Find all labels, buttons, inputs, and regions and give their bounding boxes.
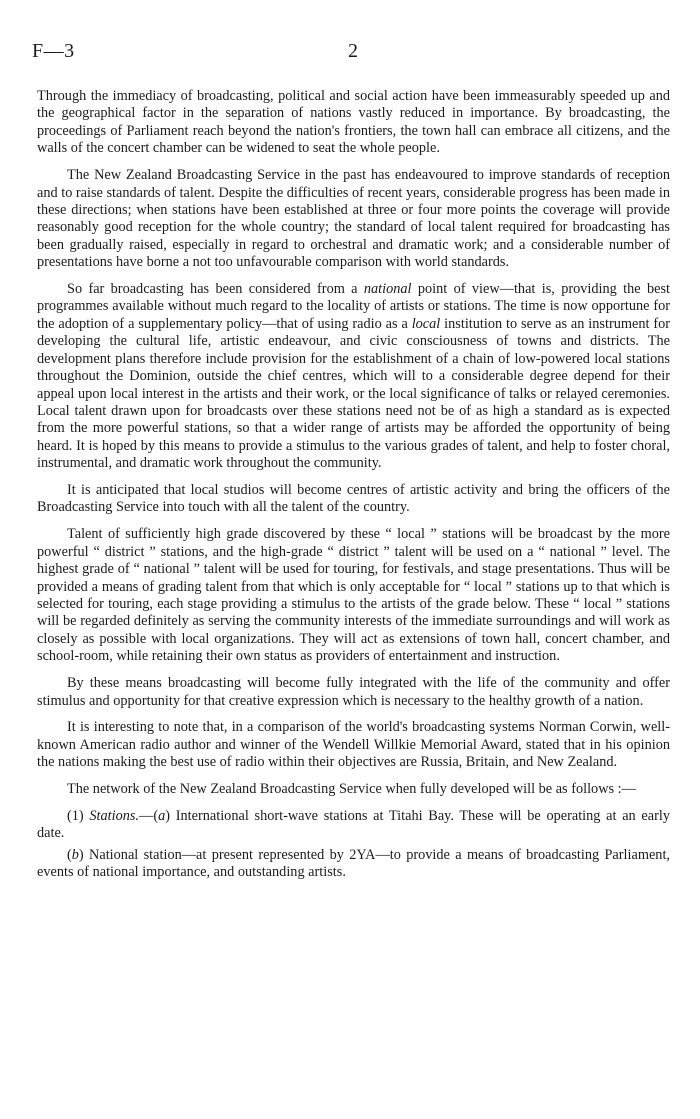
text-run: ( <box>67 846 72 863</box>
emphasis-national: national <box>363 281 412 298</box>
paragraph: The New Zealand Broadcasting Service in the past has endeavoured to improve standards of reception and to raise standards of talent. Despite the difficulties of recent years, considerable progress has been made in these directions; when stations have been established at three or four more points the coverage will provide reasonably good reception for the whole country; the standard of local talent required for broadcasting has been gradually raised, especially in regard to orchestral and dramatic work; and a considerable number of presentations have borne a not too unfavourable comparison with world standards. <box>37 167 670 271</box>
text-run: —( <box>139 808 159 825</box>
text-run: So far broadcasting has been considered from a <box>67 281 364 298</box>
text-run: ) International short-wave stations at Titahi Bay. These will be operating at an early date. <box>37 808 670 842</box>
paragraph: By these means broadcasting will become fully integrated with the life of the community and offer stimulus and opportunity for that creative expression which is necessary to the healthy growth of a nation. <box>37 675 670 709</box>
paragraph: It is interesting to note that, in a comparison of the world's broadcasting systems Norman Corwin, well-known American radio author and winner of the Wendell Willkie Memorial Award, stated that in his opinion the nations making the best use of radio within their objectives are Russia, Britain, and New Zealand. <box>37 719 670 771</box>
list-item <box>37 847 670 882</box>
page-header <box>32 40 668 64</box>
text-run: institution to serve as an instrument for developing the cultural life, artistic endeavour, and civic consciousness of towns and districts. The development plans therefore include provision for the establishment of a chain of low-powered local stations throughout the Dominion, outside the chief centres, which will to a considerable degree depend for their appeal upon local interest in the artists and their work, or the local significance of talks or relayed ceremonies. Local talent drawn upon for broadcasts over these stations need not be of as high a standard as is expected from the more powerful stations, so that a wider range of artists may be afforded the opportunity of being heard. It is hoped by this means to provide a stimulus to the various grades of talent, and help to foster choral, instrumental, and dramatic work throughout the community. <box>37 315 670 472</box>
document-code: F—3 <box>32 40 75 62</box>
sub-letter: b <box>71 846 79 863</box>
page-number: 2 <box>348 40 358 62</box>
document-body <box>37 88 670 882</box>
paragraph <box>37 281 670 472</box>
list-heading: Stations. <box>89 808 140 825</box>
paragraph: The network of the New Zealand Broadcasting Service when fully developed will be as follows :— <box>67 781 636 798</box>
paragraph: It is anticipated that local studios will become centres of artistic activity and bring the officers of the Broadcasting Service into touch with all the talent of the country. <box>37 482 670 516</box>
text-run: point of view—that is, providing the best programmes available without much regard to the locality of artists or stations. The time is now opportune for the adoption of a supplementary policy—that of using radio as a <box>37 281 670 332</box>
list-number: (1) <box>67 808 90 825</box>
paragraph: Through the immediacy of broadcasting, political and social action have been immeasurably speeded up and the geographical factor in the separation of nations vastly reduced in importance. By broadcasting, the proceedings of Parliament reach beyond the nation's frontiers, the town hall can embrace all citizens, and the walls of the concert chamber can be widened to seat the whole people. <box>37 88 670 157</box>
emphasis-local: local <box>411 315 441 332</box>
sub-letter: a <box>158 808 166 825</box>
text-run: ) National station—at present represented by 2YA—to provide a means of broadcasting Parliament, events of national importance, and outstanding artists. <box>37 846 670 881</box>
list-item <box>37 808 670 843</box>
paragraph: Talent of sufficiently high grade discovered by these “ local ” stations will be broadcast by the more powerful “ district ” stations, and the high-grade “ district ” talent will be used on a “ national ” level. The highest grade of “ national ” talent will be used for touring, for festivals, and stage presentations. Thus will be provided a means of grading talent from that which is only acceptable for “ local ” stations up to that which is selected for touring, each stage providing a stimulus to the artists of the grade below. These “ local ” stations will be regarded definitely as serving the community interests of the immediate surroundings and will work as closely as possible with local organizations. They will act as extensions of town hall, concert chamber, and school-room, while retaining their own status as providers of entertainment and instruction. <box>37 526 670 665</box>
